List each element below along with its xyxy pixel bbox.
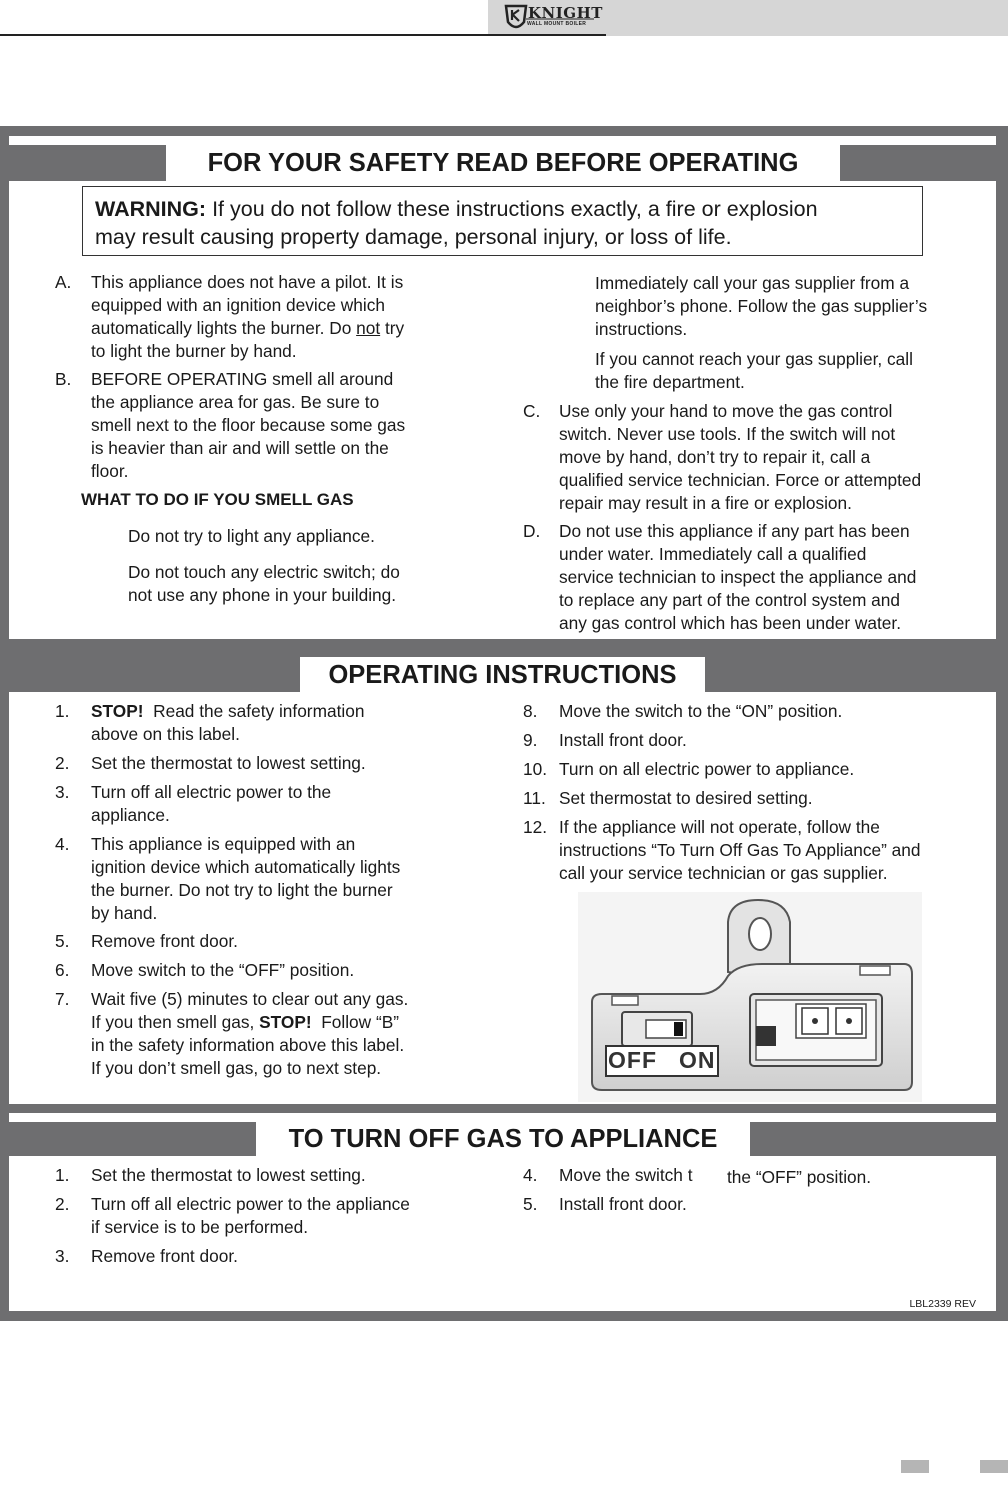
op-step-6: Move switch to the “OFF” position. bbox=[91, 960, 355, 980]
smell-gas-step-2: Do not touch any electric switch; do not use any phone in your building. bbox=[128, 562, 400, 605]
smell-gas-step-4: If you cannot reach your gas supplier, call the fire department. bbox=[595, 349, 913, 392]
op-step-5: Remove front door. bbox=[91, 931, 238, 951]
op-step-7-number: 7. bbox=[55, 989, 70, 1009]
header-rule bbox=[0, 34, 606, 36]
op-step-2-number: 2. bbox=[55, 753, 70, 773]
safety-title: FOR YOUR SAFETY READ BEFORE OPERATING bbox=[166, 145, 840, 181]
smell-gas-heading: WHAT TO DO IF YOU SMELL GAS bbox=[81, 490, 354, 509]
op-step-2: Set the thermostat to lowest setting. bbox=[91, 753, 366, 773]
off-step-2: Turn off all electric power to the appliance if service is to be performed. bbox=[91, 1194, 410, 1237]
switch-on-label: ON bbox=[679, 1047, 716, 1073]
item-d-marker: D. bbox=[523, 521, 541, 541]
footer-tab-left bbox=[901, 1460, 929, 1473]
warning-box bbox=[82, 186, 923, 256]
item-d-text: Do not use this appliance if any part has been under water. Immediately call a qualified service technician to inspect the appliance and to replace any part of the control system and any gas control which has been under water. bbox=[559, 521, 917, 633]
item-c-marker: C. bbox=[523, 401, 541, 421]
op-step-11-number: 11. bbox=[523, 788, 546, 808]
op-step-10: Turn on all electric power to appliance. bbox=[559, 759, 855, 779]
op-step-5-number: 5. bbox=[55, 931, 70, 951]
off-step-2-number: 2. bbox=[55, 1194, 70, 1214]
smell-gas-step-1: Do not try to light any appliance. bbox=[128, 526, 375, 546]
turnoff-title: TO TURN OFF GAS TO APPLIANCE bbox=[256, 1121, 750, 1157]
op-step-8: Move the switch to the “ON” position. bbox=[559, 701, 843, 721]
smell-gas-step-3: Immediately call your gas supplier from a neighbor’s phone. Follow the gas supplier’s instructions. bbox=[595, 273, 928, 339]
operating-title: OPERATING INSTRUCTIONS bbox=[300, 657, 705, 693]
item-b-text: BEFORE OPERATING smell all around the appliance area for gas. Be sure to smell next to the floor because some gas is heavier than air and will settle on the floor. bbox=[91, 369, 406, 481]
item-a-marker: A. bbox=[55, 272, 72, 292]
op-step-7: Wait five (5) minutes to clear out any gas. If you then smell gas, STOP! Follow “B” in the safety information above this label. If you don’t smell gas, go to next step. bbox=[91, 989, 409, 1078]
op-step-1: STOP! Read the safety information above on this label. bbox=[91, 701, 365, 744]
off-step-4-number: 4. bbox=[523, 1165, 538, 1185]
op-step-9: Install front door. bbox=[559, 730, 687, 750]
op-step-3-number: 3. bbox=[55, 782, 70, 802]
brand-tagline: WALL MOUNT BOILER bbox=[527, 21, 587, 27]
op-step-12: If the appliance will not operate, follow the instructions “To Turn Off Gas To Appliance” and call your service technician or gas supplier. bbox=[559, 817, 921, 883]
item-a-text: This appliance does not have a pilot. It is equipped with an ignition device which automatically lights the burner. Do not try to light the burner by hand. bbox=[91, 272, 405, 361]
item-b-marker: B. bbox=[55, 369, 72, 389]
op-step-10-number: 10. bbox=[523, 759, 548, 779]
switch-off-label: OFF bbox=[608, 1047, 657, 1073]
label-code: LBL2339 REV bbox=[909, 1298, 976, 1310]
warning-line-1: If you do not follow these instructions exactly, a fire or explosion bbox=[212, 197, 818, 221]
op-step-11: Set thermostat to desired setting. bbox=[559, 788, 813, 808]
off-step-1-number: 1. bbox=[55, 1165, 70, 1185]
footer-tab-right bbox=[980, 1460, 1008, 1473]
op-step-4-number: 4. bbox=[55, 834, 70, 854]
op-step-1-number: 1. bbox=[55, 701, 70, 721]
warning-label: WARNING: bbox=[95, 197, 207, 221]
off-step-3-number: 3. bbox=[55, 1246, 70, 1266]
op-step-4: This appliance is equipped with an ignition device which automatically lights the burner. Do not try to light the burner by hand. bbox=[91, 834, 401, 923]
off-step-4-part-1: Move the switch t bbox=[559, 1165, 693, 1185]
off-step-1: Set the thermostat to lowest setting. bbox=[91, 1165, 366, 1185]
op-step-6-number: 6. bbox=[55, 960, 70, 980]
op-step-9-number: 9. bbox=[523, 730, 538, 750]
op-step-12-number: 12. bbox=[523, 817, 548, 837]
off-step-5-number: 5. bbox=[523, 1194, 538, 1214]
warning-line-2: may result causing property damage, personal injury, or loss of life. bbox=[95, 225, 732, 249]
off-step-4-part-2: the “OFF” position. bbox=[727, 1167, 872, 1187]
off-step-3: Remove front door. bbox=[91, 1246, 238, 1266]
op-step-3: Turn off all electric power to the appliance. bbox=[91, 782, 332, 825]
op-step-8-number: 8. bbox=[523, 701, 538, 721]
brand-name: KNIGHT bbox=[528, 4, 603, 22]
off-step-5: Install front door. bbox=[559, 1194, 687, 1214]
warning-text bbox=[95, 195, 818, 251]
item-c-text: Use only your hand to move the gas control switch. Never use tools. If the switch will not move by hand, don’t try to repair it, call a qualified service technician. Force or attempted repair may result in a fire or explosion. bbox=[559, 401, 922, 513]
